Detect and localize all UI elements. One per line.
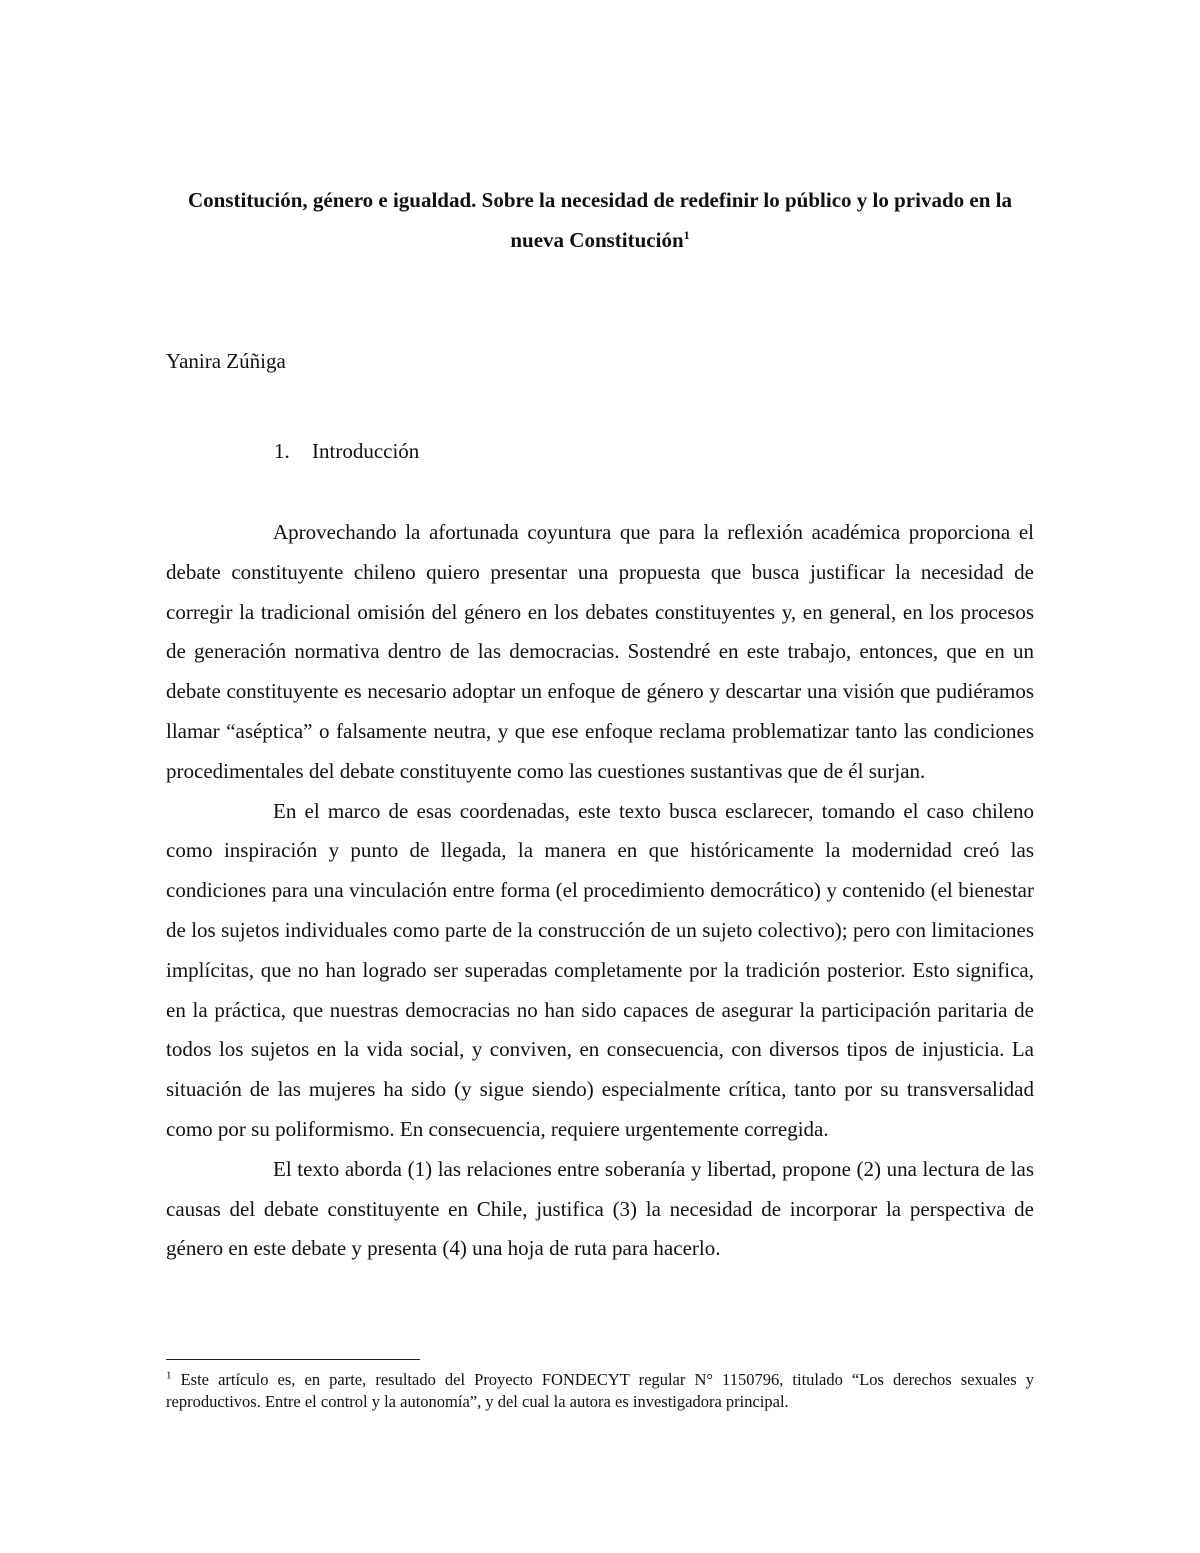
document-title xyxy=(166,180,1034,260)
paragraph: Aprovechando la afortunada coyuntura que para la reflexión académica proporciona el debate constituyente chileno quiero presentar una propuesta que busca justificar la necesidad de corregir la tradicional omisión del género en los debates constituyentes y, en general, en los procesos de generación normativa dentro de las democracias. Sostendré en este trabajo, entonces, que en un debate constituyente es necesario adoptar un enfoque de género y descartar una visión que pudiéramos llamar “aséptica” o falsamente neutra, y que ese enfoque reclama problematizar tanto las condiciones procedimentales del debate constituyente como las cuestiones sustantivas que de él surjan. xyxy=(166,520,1034,783)
footnote-text: Este artículo es, en parte, resultado del Proyecto FONDECYT regular N° 1150796, titulado “Los derechos sexuales y reproductivos. Entre el control y la autonomía”, y del cual la autora es investigadora principal. xyxy=(166,1370,1034,1411)
paragraph: En el marco de esas coordenadas, este texto busca esclarecer, tomando el caso chileno como inspiración y punto de llegada, la manera en que históricamente la modernidad creó las condiciones para una vinculación entre forma (el procedimiento democrático) y contenido (el bienestar de los sujetos individuales como parte de la construcción de un sujeto colectivo); pero con limitaciones implícitas, que no han logrado ser superadas completamente por la tradición posterior. Esto significa, en la práctica, que nuestras democracias no han sido capaces de asegurar la participación paritaria de todos los sujetos en la vida social, y conviven, en consecuencia, con diversos tipos de injusticia. La situación de las mujeres ha sido (y sigue siendo) especialmente crítica, tanto por su transversalidad como por su poliformismo. En consecuencia, requiere urgentemente corregida. xyxy=(166,798,1034,1141)
footnote-separator xyxy=(166,1359,420,1360)
body-text xyxy=(166,513,1034,1269)
author-name: Yanira Zúñiga xyxy=(166,349,286,373)
footnote-marker: 1 xyxy=(166,1369,172,1382)
paragraph: El texto aborda (1) las relaciones entre soberanía y libertad, propone (2) una lectura de las causas del debate constituyente en Chile, justifica (3) la necesidad de incorporar la perspectiva de género en este debate y presenta (4) una hoja de ruta para hacerlo. xyxy=(166,1156,1034,1261)
section-number: 1. xyxy=(274,439,290,463)
section-title: Introducción xyxy=(312,439,420,463)
section-heading xyxy=(274,436,419,466)
footnote xyxy=(166,1369,1034,1413)
title-text: Constitución, género e igualdad. Sobre la necesidad de redefinir lo público y lo privado en la nueva Constitución xyxy=(188,188,1012,252)
title-footnote-marker[interactable]: 1 xyxy=(683,228,690,242)
